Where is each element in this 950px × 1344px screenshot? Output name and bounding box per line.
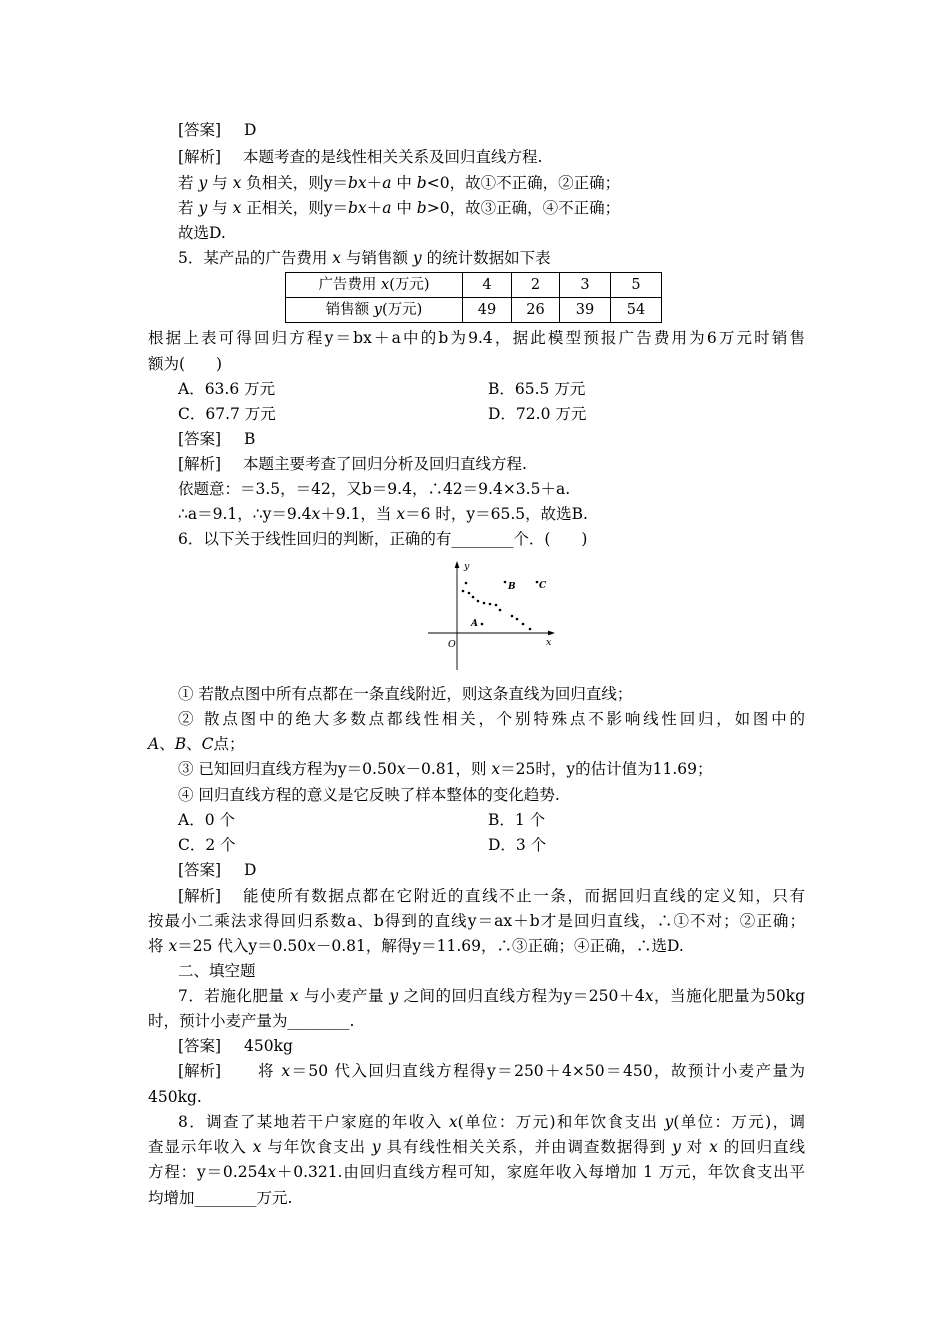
q6-statement-1: ① 若散点图中所有点都在一条直线附近，则这条直线为回归直线； (178, 685, 633, 703)
text-run: 与 (207, 174, 233, 192)
q7-answer: 450kg (244, 1037, 293, 1055)
outlier-point-a (481, 623, 484, 626)
scatter-point (468, 592, 471, 595)
q4-analysis-intro: 本题考查的是线性相关关系及回归直线方程. (243, 148, 543, 166)
variable: y (198, 199, 208, 217)
variable: A (148, 735, 160, 753)
variable: B (174, 735, 187, 753)
text-run: 中 (391, 174, 417, 192)
text-run: 点； (213, 735, 245, 753)
scatter-plot-figure (420, 556, 560, 678)
text-run: 的统计数据如下表 (421, 249, 551, 267)
text-run: 与 (207, 199, 233, 217)
scatter-point (462, 590, 465, 593)
text-run: (万元) (389, 277, 430, 293)
variable: a (382, 174, 392, 192)
text-run: 与小麦产量 (298, 987, 390, 1005)
variable: x (232, 174, 242, 192)
q6-statement-3 (178, 758, 713, 780)
text-run: ∴a＝9.1，∴y＝9.4 (178, 505, 312, 523)
table-row-label (286, 298, 463, 323)
variable: a (382, 199, 392, 217)
q7-answer-label: [答案] (178, 1037, 222, 1055)
text-run: ＋ (366, 199, 383, 217)
text-run: 若 (178, 174, 199, 192)
text-run: ＋ (366, 174, 383, 192)
scatter-point (489, 603, 492, 606)
q5-analysis-line (178, 503, 588, 525)
variable: x (332, 249, 342, 267)
variable: y (412, 249, 422, 267)
q5-answer-label: [答案] (178, 430, 222, 448)
text-run: 与销售额 (341, 249, 413, 267)
table-row (286, 298, 662, 323)
q6-option-b: B．1 个 (488, 811, 546, 829)
text-run: －0.81，解得y＝11.69，∴③正确；④正确，∴选D. (315, 937, 684, 955)
x-axis-label: x (546, 637, 552, 648)
scatter-plot-svg (420, 556, 560, 678)
variable: x (252, 1138, 262, 1156)
table-row (286, 273, 662, 298)
q5-analysis-intro: 本题主要考查了回归分析及回归直线方程. (243, 455, 527, 473)
text-run: 的回归直线 (717, 1138, 806, 1156)
q6-statement-2: ② 散点图中的绝大多数点都线性相关，个别特殊点不影响线性回归，如图中的 (178, 710, 805, 728)
x-axis-arrow (548, 631, 555, 636)
variable: x (448, 1113, 458, 1131)
variable: y (389, 987, 399, 1005)
text-run: ＝25时，y的估计值为11.69； (500, 760, 713, 778)
text-run: －0.81，则 (405, 760, 492, 778)
q4-negative-case (178, 172, 620, 194)
q4-conclusion: 故选D. (178, 224, 226, 242)
q7-stem-line: 时，预计小麦产量为________. (148, 1012, 355, 1030)
q6-option-a: A．0 个 (178, 811, 235, 829)
q6-statement-2-continued (148, 733, 245, 755)
q8-stem-line (148, 1161, 805, 1183)
q6-stem: 6．以下关于线性回归的判断，正确的有________个．( ) (178, 530, 588, 548)
variable: bx (348, 199, 367, 217)
scatter-point (516, 618, 519, 621)
text-run: 将 (258, 1062, 282, 1080)
variable: x (311, 505, 321, 523)
q5-answer: B (244, 430, 256, 448)
variable: x (709, 1138, 718, 1156)
variable: x (289, 987, 299, 1005)
q6-statement-4: ④ 回归直线方程的意义是它反映了样本整体的变化趋势. (178, 786, 560, 804)
text-run: (万元) (381, 302, 423, 318)
q6-option-c: C．2 个 (178, 836, 236, 854)
table-cell: 39 (560, 298, 611, 323)
q7-analysis-label: [解析] (178, 1062, 222, 1080)
point-b-label: B (508, 582, 516, 592)
table-cell: 3 (560, 273, 611, 298)
q5-analysis-label: [解析] (178, 455, 222, 473)
q6-option-d: D．3 个 (488, 836, 547, 854)
y-axis-arrow (455, 561, 460, 568)
text-run: 中 (391, 199, 417, 217)
text-run: 具有线性相关关系，并由调查数据得到 (380, 1138, 673, 1156)
variable: y (371, 1138, 381, 1156)
q7-stem-line (178, 985, 805, 1007)
text-run: (单位：万元)和年饮食支出 (457, 1113, 665, 1131)
point-a-label: A (471, 619, 478, 629)
outlier-point-c (536, 581, 539, 584)
section-title: 二、填空题 (178, 962, 256, 980)
text-run: (单位：万元)，调 (673, 1113, 805, 1131)
q7-analysis-line (258, 1060, 805, 1082)
table-cell: 2 (512, 273, 560, 298)
scatter-point (495, 604, 498, 607)
q5-option-b: B．65.5 万元 (488, 380, 586, 398)
table-cell: 26 (512, 298, 560, 323)
table-row-label (286, 273, 463, 298)
variable: bx (348, 174, 367, 192)
scatter-point (511, 615, 514, 618)
y-axis-label: y (464, 561, 470, 572)
q6-answer-label: [答案] (178, 861, 222, 879)
text-run: ＝25 代入y＝0.50 (177, 937, 308, 955)
q5-option-d: D．72.0 万元 (488, 405, 587, 423)
scatter-point (477, 600, 480, 603)
q8-stem-line (148, 1136, 805, 1158)
text-run: 、 (159, 735, 175, 753)
q6-analysis-line: 按最小二乘法求得回归系数a、b得到的直线y＝ax＋b才是回归直线，∴①不对；②正确； (148, 912, 805, 930)
variable: x (267, 1163, 277, 1181)
text-run: ＋9.1，当 (320, 505, 397, 523)
q5-question-line: 额为( ) (148, 355, 223, 373)
text-run: 对 (680, 1138, 710, 1156)
q4-analysis-label: [解析] (178, 148, 222, 166)
q4-answer: D (244, 121, 257, 139)
text-run: 广告费用 (318, 277, 382, 293)
table-cell: 4 (463, 273, 512, 298)
text-run: 方程：y＝0.254 (148, 1163, 268, 1181)
scatter-point (529, 628, 532, 631)
variable: x (168, 937, 178, 955)
variable: y (672, 1138, 681, 1156)
q5-question-line: 根据上表可得回归方程y＝bx＋a中的b为9.4，据此模型预报广告费用为6万元时销售 (148, 329, 805, 347)
variable: x (644, 987, 654, 1005)
variable: x (307, 937, 316, 955)
scatter-point (472, 596, 475, 599)
text-run: 负相关，则y＝ (241, 174, 348, 192)
text-run: 将 (148, 937, 169, 955)
text-run: 5．某产品的广告费用 (178, 249, 333, 267)
text-run: <0，故①不正确，②正确； (426, 174, 621, 192)
variable: b (416, 199, 427, 217)
variable: x (396, 505, 406, 523)
variable: x (281, 1062, 291, 1080)
q4-positive-case (178, 197, 620, 219)
text-run: 若 (178, 199, 199, 217)
q6-analysis-label: [解析] (178, 887, 222, 905)
point-c-label: C (539, 581, 547, 591)
text-run: 、 (186, 735, 202, 753)
variable: y (198, 174, 208, 192)
q5-analysis-line: 依题意：＝3.5，＝42，又b＝9.4，∴42＝9.4×3.5＋a. (178, 480, 571, 498)
q6-analysis-line: 能使所有数据点都在它附近的直线不止一条，而据回归直线的定义知，只有 (243, 887, 805, 905)
table-cell: 5 (611, 273, 662, 298)
variable: x (232, 199, 242, 217)
q5-option-a: A．63.6 万元 (178, 380, 276, 398)
q5-stem (178, 247, 551, 269)
q4-answer-label: [答案] (178, 121, 222, 139)
text-run: 之间的回归直线方程为y＝250＋4 (398, 987, 645, 1005)
text-run: 正相关，则y＝ (241, 199, 348, 217)
table-cell: 54 (611, 298, 662, 323)
text-run: >0，故③正确，④不正确； (426, 199, 621, 217)
q5-option-c: C．67.7 万元 (178, 405, 276, 423)
q8-stem-line: 均增加________万元. (148, 1189, 293, 1207)
q6-analysis-line (148, 935, 684, 957)
variable: x (491, 760, 501, 778)
variable: b (416, 174, 427, 192)
text-run: ，当施化肥量为50kg (653, 987, 805, 1005)
variable: x (381, 277, 390, 293)
scatter-point (522, 623, 525, 626)
variable: y (664, 1113, 674, 1131)
variable: x (396, 760, 406, 778)
text-run: ③ 已知回归直线方程为y＝0.50 (178, 760, 397, 778)
variable: y (373, 302, 382, 318)
text-run: ＝6 时，y＝65.5，故选B. (405, 505, 588, 523)
scatter-point (483, 602, 486, 605)
outlier-point-b (504, 581, 507, 584)
scatter-point (499, 609, 502, 612)
text-run: 与年饮食支出 (261, 1138, 372, 1156)
origin-label: O (448, 639, 456, 650)
text-run: 销售额 (325, 302, 374, 318)
text-run: ＋0.321.由回归直线方程可知，家庭年收入每增加 1 万元，年饮食支出平 (276, 1163, 805, 1181)
table-cell: 49 (463, 298, 512, 323)
text-run: 7．若施化肥量 (178, 987, 290, 1005)
ad-sales-table (285, 272, 662, 323)
variable: C (201, 735, 214, 753)
q7-analysis-line: 450kg. (148, 1088, 202, 1106)
q8-stem-line (178, 1111, 805, 1133)
q6-answer: D (244, 861, 257, 879)
text-run: ＝50 代入回归直线方程得y＝250＋4×50＝450，故预计小麦产量为 (290, 1062, 805, 1080)
scatter-point (465, 582, 468, 585)
text-run: 8．调查了某地若干户家庭的年收入 (178, 1113, 449, 1131)
text-run: 查显示年收入 (148, 1138, 253, 1156)
